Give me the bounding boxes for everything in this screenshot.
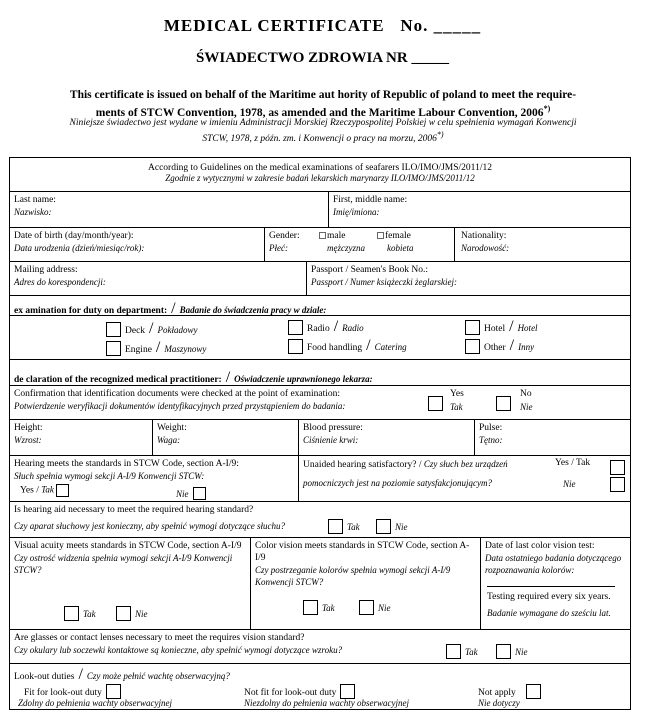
weight-field[interactable] xyxy=(152,420,298,455)
color-vision xyxy=(250,538,480,629)
visual-nie-checkbox[interactable] xyxy=(116,606,131,621)
dob-label-pl: Data urodzenia (dzień/miesiąc/rok): xyxy=(14,243,145,253)
color-nie: Nie xyxy=(378,603,391,613)
female-option[interactable] xyxy=(377,230,411,242)
color-tak-option[interactable] xyxy=(303,598,335,616)
last-test-label-pl: Data ostatniego badania dotyczącego rozpoznawania kolorów: xyxy=(485,553,622,575)
male-option[interactable] xyxy=(319,230,345,242)
declaration-heading: de claration of the recognized medical practitioner: / Oświadczenie uprawnionego lekarza: xyxy=(14,369,373,386)
lookout-heading-en: Look-out duties xyxy=(14,672,75,682)
medical-form xyxy=(9,157,631,710)
na-label: Not apply xyxy=(478,688,516,698)
identification-no-option[interactable] xyxy=(496,394,511,412)
declaration-row xyxy=(10,360,630,386)
last-test-label: Date of last color vision test: xyxy=(485,541,595,551)
measures-row xyxy=(10,420,630,456)
deck-option[interactable]: Deck / Pokładowy xyxy=(106,320,198,338)
pulse-label-pl: Tętno: xyxy=(479,435,503,445)
male-checkbox[interactable] xyxy=(319,232,326,239)
hearing-yes-label: Yes xyxy=(20,485,34,496)
visual-tak: Tak xyxy=(83,609,96,619)
unaided-pl-2: pomocniczych jest na poziomie satysfakcjonującym? xyxy=(303,478,492,488)
intro-pl-text: Niniejsze świadectwo jest wydane w imieniu Administracji Morskiej Rzeczypospolitej Polskiej w celu spełnienia wymagań Konwencji STCW, 1978, z późn. zm. i Konwencji o pracy na morzu, 2006 xyxy=(69,118,577,145)
unaided-yes-checkbox[interactable] xyxy=(610,460,625,475)
hearing-row xyxy=(10,456,630,502)
glasses-tak-checkbox[interactable] xyxy=(446,644,461,659)
fit-label: Fit for look-out duty xyxy=(24,688,102,698)
declaration-heading-text: de claration of the recognized medical practitioner: xyxy=(14,375,222,385)
nationality-field[interactable] xyxy=(454,228,630,261)
hearing-aid-nie-checkbox[interactable] xyxy=(376,519,391,534)
name-row xyxy=(10,192,630,228)
color-tak: Tak xyxy=(322,603,335,613)
mailing-row xyxy=(10,262,630,296)
mailing-field[interactable] xyxy=(10,262,306,295)
unaided-yes-tak: Yes / Tak xyxy=(555,458,591,468)
deck-checkbox[interactable] xyxy=(106,322,121,337)
radio-checkbox[interactable] xyxy=(288,320,303,335)
first-name-field[interactable] xyxy=(328,192,630,227)
pulse-label: Pulse: xyxy=(479,423,503,433)
glasses-tak: Tak xyxy=(465,647,478,657)
unaided-en: Unaided hearing satisfactory? xyxy=(303,460,417,470)
color-pl: Czy postrzeganie kolorów spełnia wymogi sekcji A-I/9 Konwencji STCW? xyxy=(255,565,451,587)
glasses-nie-option[interactable] xyxy=(496,642,528,660)
gender-field xyxy=(264,228,454,261)
bp-label: Blood pressure: xyxy=(303,423,363,433)
hearing-nie-label: Nie xyxy=(176,489,189,499)
engine-checkbox[interactable] xyxy=(106,341,121,356)
declaration-heading-text-pl: Oświadczenie uprawnionego lekarza: xyxy=(234,374,373,384)
identification-yes-option[interactable] xyxy=(428,394,443,412)
lookout-heading: Look-out duties / Czy może pełnić wachtę obserwacyjną? xyxy=(14,666,230,683)
weight-label-pl: Waga: xyxy=(157,435,181,445)
last-name-label-pl: Nazwisko: xyxy=(14,207,52,217)
hearing-yes-option[interactable]: Yes / Tak xyxy=(20,484,69,497)
engine-label-pl: Maszynowy xyxy=(164,344,207,354)
hearing-aid-question xyxy=(10,502,630,537)
unaided-no-checkbox[interactable] xyxy=(610,477,625,492)
notfit-label-pl: Niezdolny do pełnienia wachty obserwacyjnej xyxy=(244,698,409,708)
hotel-label: Hotel xyxy=(484,324,506,334)
hotel-option[interactable]: Hotel / Hotel xyxy=(465,318,538,336)
yes-label-pl: Tak xyxy=(450,402,463,412)
intro-en xyxy=(58,89,588,120)
gender-label-pl: Płeć: xyxy=(269,243,288,253)
other-label: Other xyxy=(484,343,506,353)
fit-label-pl: Zdolny do pełnienia wachty obserwacyjnej xyxy=(18,698,172,708)
lookout-row xyxy=(10,664,630,710)
identification-row xyxy=(10,386,630,420)
visual-nie-option[interactable] xyxy=(116,604,148,622)
hotel-label-pl: Hotel xyxy=(517,323,538,333)
passport-label: Passport / Seamen's Book No.: xyxy=(311,265,429,275)
passport-field[interactable] xyxy=(306,262,630,295)
color-nie-option[interactable] xyxy=(359,598,391,616)
bp-field[interactable] xyxy=(298,420,474,455)
certificate-title xyxy=(0,16,645,36)
identification-question xyxy=(10,386,420,419)
hotel-checkbox[interactable] xyxy=(465,320,480,335)
gender-label: Gender: xyxy=(269,231,300,241)
hearing-aid-pl: Czy aparat słuchowy jest konieczny, aby spełnić wymogi dotyczące słuchu? xyxy=(14,521,285,531)
visual-en: Visual acuity meets standards in STCW Code, section A-I/9 xyxy=(14,541,242,551)
glasses-nie: Nie xyxy=(515,647,528,657)
identification-yes-checkbox[interactable] xyxy=(428,396,443,411)
first-name-label-pl: Imię/imiona: xyxy=(333,207,380,217)
hearing-en: Hearing meets the standards in STCW Code, section A-I/9: xyxy=(14,459,239,469)
vision-row xyxy=(10,538,630,630)
hearing-yes-checkbox[interactable] xyxy=(56,484,69,497)
last-name-label: Last name: xyxy=(14,195,56,205)
department-heading-text: ex amination for duty on department: xyxy=(14,306,168,316)
guidelines-pl: Zgodnie z wytycznymi w zakresie badań lekarskich marynarzy ILO/IMO/JMS/2011/12 xyxy=(165,173,475,183)
nationality-label-pl: Narodowość: xyxy=(461,243,510,253)
bp-label-pl: Ciśnienie krwi: xyxy=(303,435,359,445)
male-label: male xyxy=(327,231,346,241)
glasses-nie-checkbox[interactable] xyxy=(496,644,511,659)
glasses-row xyxy=(10,630,630,664)
hearing-aid-en: Is hearing aid necessary to meet the required hearing standard? xyxy=(14,505,254,515)
height-field[interactable] xyxy=(10,420,152,455)
visual-tak-option[interactable] xyxy=(64,604,96,622)
visual-pl: Czy ostrość widzenia spełnia wymogi sekcji A-I/9 Konwencji STCW? xyxy=(14,553,233,575)
no-label-pl: Nie xyxy=(520,402,533,412)
notfit-checkbox[interactable] xyxy=(340,684,355,699)
visual-tak-checkbox[interactable] xyxy=(64,606,79,621)
gender-line xyxy=(269,230,450,242)
unaided-nie: Nie xyxy=(563,479,576,489)
mailing-label: Mailing address: xyxy=(14,265,78,275)
other-checkbox[interactable] xyxy=(465,339,480,354)
unaided-line: Unaided hearing satisfactory? / Czy słuch bez urządzeń xyxy=(303,459,508,470)
radio-label-pl: Radio xyxy=(342,323,364,333)
male-label-pl: mężczyzna xyxy=(327,243,365,253)
radio-option[interactable]: Radio / Radio xyxy=(288,318,364,336)
last-name-field[interactable] xyxy=(10,192,328,227)
unaided-no-option[interactable] xyxy=(610,475,625,493)
weight-label: Weight: xyxy=(157,423,187,433)
intro-en-text: This certificate is issued on behalf of the Maritime aut hority of Republic of poland to meet the require-ments of STCW Convention, 1978, as amended and the Maritime Labour Convention, 2006 xyxy=(69,89,577,119)
na-label-pl: Nie dotyczy xyxy=(478,698,520,708)
glasses-tak-option[interactable] xyxy=(446,642,478,660)
food-option[interactable]: Food handling / Catering xyxy=(288,337,407,355)
other-label-pl: Inny xyxy=(518,342,535,352)
color-en: Color vision meets standards in STCW Code, section A-I/9 xyxy=(255,541,470,563)
identification-no-checkbox[interactable] xyxy=(496,396,511,411)
engine-label: Engine xyxy=(125,345,152,355)
female-label-pl: kobieta xyxy=(387,243,414,253)
hearing-aid-nie-option[interactable] xyxy=(376,517,408,535)
glasses-question xyxy=(10,630,630,663)
mailing-label-pl: Adres do korespondencji: xyxy=(14,277,106,287)
footnote-mark: *) xyxy=(543,104,551,113)
department-options-row xyxy=(10,316,630,360)
dob-row xyxy=(10,228,630,262)
female-checkbox[interactable] xyxy=(377,232,384,239)
height-label-pl: Wzrost: xyxy=(14,435,42,445)
unaided-hearing xyxy=(298,456,630,501)
identification-no-label xyxy=(520,388,533,413)
food-label: Food handling xyxy=(307,343,363,353)
fit-checkbox[interactable] xyxy=(106,684,121,699)
glasses-en: Are glasses or contact lenses necessary to meet the requires vision standard? xyxy=(14,633,305,643)
testing-required: Testing required every six years. xyxy=(487,592,611,602)
department-heading: ex amination for duty on department: / Badanie do świadczenia pracy w dziale: xyxy=(14,300,327,317)
pulse-field[interactable] xyxy=(474,420,630,455)
gender-line-pl xyxy=(269,242,450,254)
unaided-yes-label xyxy=(555,458,590,468)
notfit-label: Not fit for look-out duty xyxy=(244,688,337,698)
height-label: Height: xyxy=(14,423,43,433)
lookout-heading-pl: Czy może pełnić wachtę obserwacyjną? xyxy=(86,671,230,681)
identification-pl: Potwierdzenie weryfikacji dokumentów identyfikacyjnych przed przystąpieniem do badania: xyxy=(14,401,346,411)
passport-label-pl: Passport / Numer książeczki żeglarskiej: xyxy=(311,277,457,287)
guidelines-en: According to Guidelines on the medical examinations of seafarers ILO/IMO/JMS/2011/12 xyxy=(148,163,492,173)
hearing-no-option[interactable] xyxy=(176,484,206,502)
food-label-pl: Catering xyxy=(374,342,407,352)
deck-label-pl: Pokładowy xyxy=(157,325,198,335)
dob-label: Date of birth (day/month/year): xyxy=(14,231,134,241)
footnote-mark-pl: *) xyxy=(436,130,444,139)
female-label: female xyxy=(385,231,411,241)
identification-yes-label xyxy=(450,388,464,413)
other-option[interactable]: Other / Inny xyxy=(465,337,534,355)
hearing-aid-tak-checkbox[interactable] xyxy=(328,519,343,534)
hearing-aid-tak: Tak xyxy=(347,522,360,532)
department-heading-text-pl: Badanie do świadczenia pracy w dziale: xyxy=(179,305,327,315)
title-text: MEDICAL CERTIFICATE xyxy=(163,16,385,35)
food-checkbox[interactable] xyxy=(288,339,303,354)
hearing-pl: Słuch spełnia wymogi sekcji A-I/9 Konwencji STCW: xyxy=(14,471,205,481)
visual-nie: Nie xyxy=(135,609,148,619)
na-checkbox[interactable] xyxy=(526,684,541,699)
unaided-no-label xyxy=(563,474,576,492)
nationality-label: Nationality: xyxy=(461,231,507,241)
testing-required-pl: Badanie wymagane do sześciu lat. xyxy=(487,608,611,618)
hearing-aid-nie: Nie xyxy=(395,522,408,532)
color-tak-checkbox[interactable] xyxy=(303,600,318,615)
dob-field[interactable] xyxy=(10,228,264,261)
glasses-pl: Czy okulary lub soczewki kontaktowe są konieczne, aby spełnić wymogi dotyczące wzroku? xyxy=(14,645,343,655)
hearing-standard xyxy=(10,456,298,501)
deck-label: Deck xyxy=(125,326,146,336)
hearing-no-checkbox[interactable] xyxy=(193,487,206,500)
no-label: No xyxy=(520,389,532,399)
visual-acuity xyxy=(10,538,250,629)
radio-label: Radio xyxy=(307,324,330,334)
last-color-test xyxy=(480,538,630,629)
intro-pl xyxy=(58,117,588,145)
certificate-number-label: No. _____ xyxy=(400,16,482,35)
color-nie-checkbox[interactable] xyxy=(359,600,374,615)
hearing-aid-tak-option[interactable] xyxy=(328,517,360,535)
yes-label: Yes xyxy=(450,389,464,399)
first-name-label: First, middle name: xyxy=(333,195,408,205)
unaided-yes-option[interactable] xyxy=(610,458,625,476)
unaided-pl-1: Czy słuch bez urządzeń xyxy=(423,459,508,469)
engine-option[interactable]: Engine / Maszynowy xyxy=(106,339,206,357)
department-heading-row xyxy=(10,296,630,316)
identification-en: Confirmation that identification documents were checked at the point of examination: xyxy=(14,389,341,399)
last-test-date-line[interactable] xyxy=(487,586,615,587)
certificate-title-pl: ŚWIADECTWO ZDROWIA NR _____ xyxy=(196,50,449,66)
hearing-aid-row xyxy=(10,502,630,538)
hearing-tak-label: Tak xyxy=(41,484,54,495)
guidelines-row xyxy=(10,158,630,192)
